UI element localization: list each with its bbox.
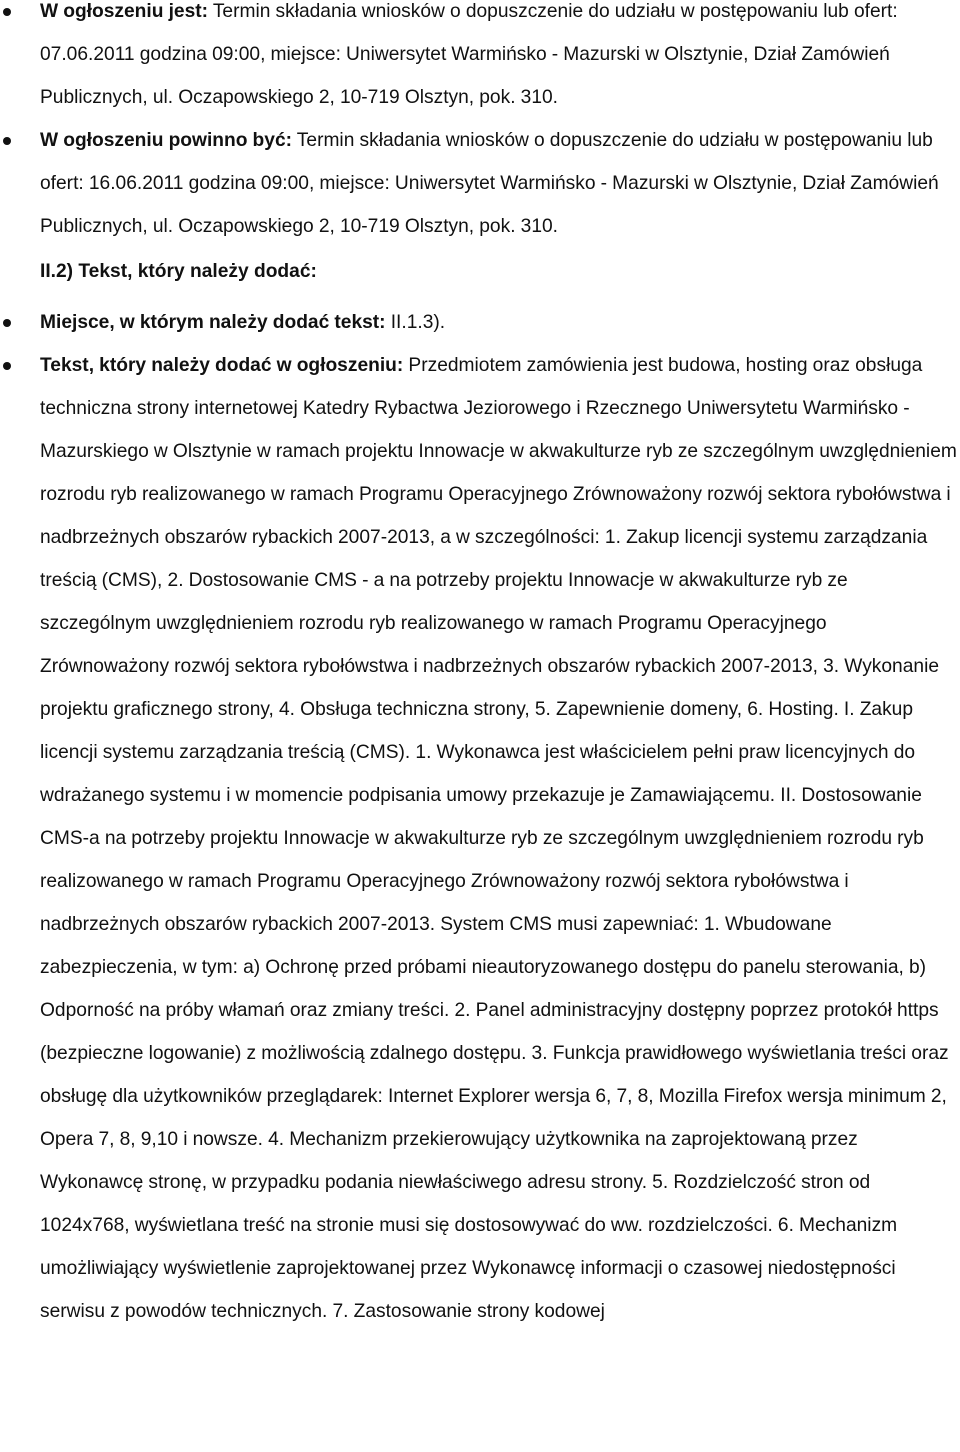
item-label: W ogłoszeniu jest:: [40, 1, 209, 22]
bullet-icon: [3, 319, 11, 327]
bullet-icon: [3, 362, 11, 370]
section-heading: II.2) Tekst, który należy dodać:: [40, 261, 317, 282]
item-text: Termin składania wniosków o dopuszczenie do udziału w postępowaniu lub ofert: 07.06.2011 godzina 09:00, miejsce: Uniwersytet Warmińsko - Mazurski w Olsztynie, Dział Zamówień Publicznych, ul. Oczapowskiego 2, 10-719 Olsztyn, pok. 310.: [40, 1, 898, 108]
item-text: II.1.3).: [385, 312, 446, 333]
item-label: Miejsce, w którym należy dodać tekst:: [40, 312, 386, 333]
bullet-item-corrected-notice: [0, 119, 960, 248]
bullet-icon: [3, 137, 11, 145]
item-text: Przedmiotem zamówienia jest budowa, hosting oraz obsługa techniczna strony internetowej Katedry Rybactwa Jeziorowego i Rzecznego Uniwersytetu Warmińsko - Mazurskiego w Olsztynie w ramach projektu Innowacje w akwakulturze ryb ze szczególnym uwzględnieniem rozrodu ryb realizowanego w ramach Programu Operacyjnego Zrównoważony rozwój sektora rybołówstwa i nadbrzeżnych obszarów rybackich 2007-2013, a w szczególności: 1. Zakup licencji systemu zarządzania treścią (CMS), 2. Dostosowanie CMS - a na potrzeby projektu Innowacje w akwakulturze ryb ze szczególnym uwzględnieniem rozrodu ryb realizowanego w ramach Programu Operacyjnego Zrównoważony rozwój sektora rybołówstwa i nadbrzeżnych obszarów rybackich 2007-2013, 3. Wykonanie projektu graficznego strony, 4. Obsługa techniczna strony, 5. Zapewnienie domeny, 6. Hosting. I. Zakup licencji systemu zarządzania treścią (CMS). 1. Wykonawca jest właścicielem pełni praw licencyjnych do wdrażanego systemu i w momencie podpisania umowy przekazuje je Zamawiającemu. II. Dostosowanie CMS-a na potrzeby projektu Innowacje w akwakulturze ryb ze szczególnym uwzględnieniem rozrodu ryb realizowanego w ramach Programu Operacyjnego Zrównoważony rozwój sektora rybołówstwa i nadbrzeżnych obszarów rybackich 2007-2013. System CMS musi zapewniać: 1. Wbudowane zabezpieczenia, w tym: a) Ochronę przed próbami nieautoryzowanego dostępu do panelu sterowania, b) Odporność na próby włamań oraz zmiany treści. 2. Panel administracyjny dostępny poprzez protokół https (bezpieczne logowanie) z możliwością zdalnego dostępu. 3. Funkcja prawidłowego wyświetlania treści oraz obsługę dla użytkowników przeglądarek: Internet Explorer wersja 6, 7, 8, Mozilla Firefox wersja minimum 2, Opera 7, 8, 9,10 i nowsze. 4. Mechanizm przekierowujący użytkownika na zaprojektowaną przez Wykonawcę stronę, w przypadku podania niewłaściwego adresu strony. 5. Rozdzielczość stron od 1024x768, wyświetlana treść na stronie musi się dostosowywać do ww. rozdzielczości. 6. Mechanizm umożliwiający wyświetlenie zaprojektowanej przez Wykonawcę informacji o czasowej niedostępności serwisu z powodów technicznych. 7. Zastosowanie strony kodowej: [40, 355, 957, 1322]
bullet-item-place: [0, 301, 960, 344]
bullet-icon: [3, 8, 11, 16]
item-label: Tekst, który należy dodać w ogłoszeniu:: [40, 355, 404, 376]
bullet-item-text-to-add: [0, 344, 960, 1333]
item-label: W ogłoszeniu powinno być:: [40, 130, 293, 151]
item-text: Termin składania wniosków o dopuszczenie do udziału w postępowaniu lub ofert: 16.06.2011 godzina 09:00, miejsce: Uniwersytet Warmińsko - Mazurski w Olsztynie, Dział Zamówień Publicznych, ul. Oczapowskiego 2, 10-719 Olsztyn, pok. 310.: [40, 130, 939, 237]
bullet-item-current-notice: [0, 0, 960, 119]
